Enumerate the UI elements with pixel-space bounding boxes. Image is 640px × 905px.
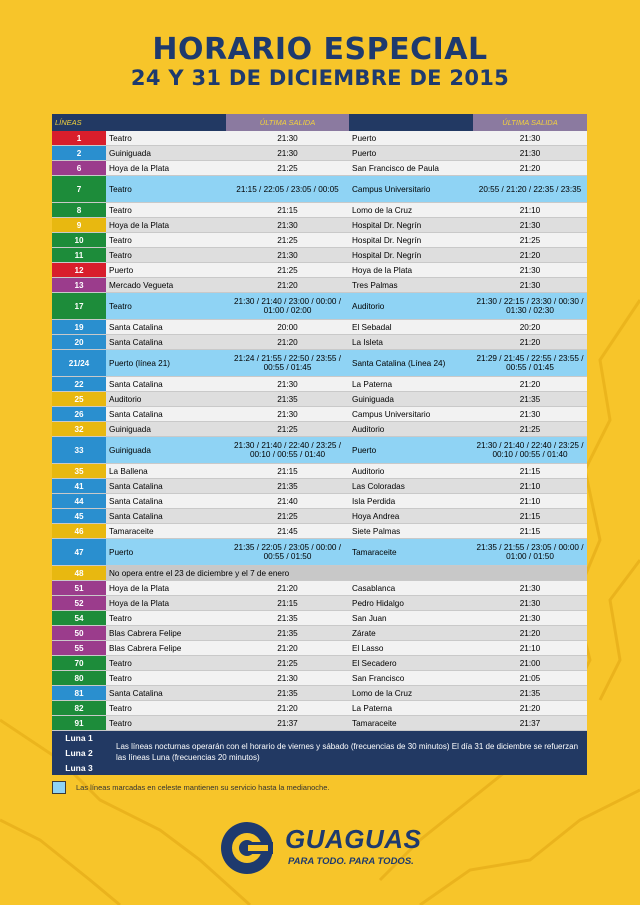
destination-1: Guiniguada: [106, 422, 226, 437]
last-departure-1: 21:30: [226, 248, 349, 263]
line-number: 41: [52, 479, 106, 494]
destination-2: San Francisco de Paula: [349, 161, 473, 176]
last-departure-1: 21:35 / 22:05 / 23:05 / 00:00 / 00:55 / 01:50: [226, 539, 349, 566]
last-departure-1: 21:37: [226, 716, 349, 731]
destination-1: La Ballena: [106, 464, 226, 479]
destination-2: San Francisco: [349, 671, 473, 686]
destination-1: Santa Catalina: [106, 407, 226, 422]
destination-1: Teatro: [106, 248, 226, 263]
last-departure-2: 21:20: [473, 248, 587, 263]
last-departure-2: 21:30: [473, 263, 587, 278]
line-number: 33: [52, 437, 106, 464]
last-departure-2: 21:30 / 21:40 / 22:40 / 23:25 / 00:10 / 00:55 / 01:40: [473, 437, 587, 464]
table-row: [52, 596, 587, 611]
last-departure-2: 21:20: [473, 161, 587, 176]
table-row: [52, 392, 587, 407]
last-departure-2: 21:15: [473, 464, 587, 479]
table-row: [52, 479, 587, 494]
schedule-table: [52, 114, 587, 731]
destination-2: Lomo de la Cruz: [349, 686, 473, 701]
last-departure-2: 21:30: [473, 611, 587, 626]
table-row: [52, 701, 587, 716]
destination-2: El Sebadal: [349, 320, 473, 335]
luna-description: Las líneas nocturnas operarán con el horario de viernes y sábado (frecuencias de 30 minutos) El día 31 de diciembre se refuerzan las líneas Luna (frecuencias 20 minutos): [116, 742, 579, 762]
last-departure-1: 21:20: [226, 581, 349, 596]
header-lines: LÍNEAS: [52, 114, 106, 131]
last-departure-2: 21:30: [473, 596, 587, 611]
destination-1: Santa Catalina: [106, 320, 226, 335]
destination-2: Siete Palmas: [349, 524, 473, 539]
last-departure-1: 21:30: [226, 146, 349, 161]
legend-text: Las líneas marcadas en celeste mantienen su servicio hasta la medianoche.: [76, 783, 330, 792]
line-number: 25: [52, 392, 106, 407]
destination-1: Teatro: [106, 233, 226, 248]
guaguas-logo: [218, 820, 428, 875]
last-departure-2: 20:20: [473, 320, 587, 335]
line-number: 20: [52, 335, 106, 350]
line-number: 47: [52, 539, 106, 566]
header-last-departure-1: ÚLTIMA SALIDA: [226, 114, 349, 131]
destination-2: Tamaraceite: [349, 539, 473, 566]
destination-2: San Juan: [349, 611, 473, 626]
luna-1-label: Luna 1: [65, 733, 93, 743]
destination-2: La Isleta: [349, 335, 473, 350]
line-number: 26: [52, 407, 106, 422]
destination-1: Santa Catalina: [106, 377, 226, 392]
line-number: 32: [52, 422, 106, 437]
table-row: [52, 131, 587, 146]
destination-1: Blas Cabrera Felipe: [106, 641, 226, 656]
last-departure-1: 21:20: [226, 278, 349, 293]
destination-1: Teatro: [106, 293, 226, 320]
destination-2: Hospital Dr. Negrín: [349, 233, 473, 248]
line-number: 2: [52, 146, 106, 161]
last-departure-1: 21:15 / 22:05 / 23:05 / 00:05: [226, 176, 349, 203]
logo-wordmark: GUAGUAS: [285, 824, 422, 854]
line-number: 1: [52, 131, 106, 146]
destination-2: Auditorio: [349, 422, 473, 437]
table-header: [52, 114, 587, 131]
service-note: No opera entre el 23 de diciembre y el 7 de enero: [106, 566, 587, 581]
line-number: 70: [52, 656, 106, 671]
line-number: 9: [52, 218, 106, 233]
last-departure-2: 21:37: [473, 716, 587, 731]
last-departure-1: 21:25: [226, 263, 349, 278]
destination-2: Campus Universitario: [349, 407, 473, 422]
table-row: [52, 263, 587, 278]
table-row: [52, 626, 587, 641]
last-departure-1: 21:15: [226, 464, 349, 479]
destination-2: Hospital Dr. Negrín: [349, 248, 473, 263]
last-departure-1: 21:25: [226, 509, 349, 524]
table-row: [52, 176, 587, 203]
last-departure-1: 21:20: [226, 335, 349, 350]
line-number: 81: [52, 686, 106, 701]
table-row: [52, 524, 587, 539]
line-number: 6: [52, 161, 106, 176]
destination-1: Teatro: [106, 656, 226, 671]
destination-2: La Paterna: [349, 701, 473, 716]
line-number: 10: [52, 233, 106, 248]
destination-1: Teatro: [106, 716, 226, 731]
last-departure-2: 21:30: [473, 146, 587, 161]
last-departure-2: 21:15: [473, 524, 587, 539]
table-row: [52, 716, 587, 731]
last-departure-1: 21:25: [226, 656, 349, 671]
last-departure-1: 21:30: [226, 377, 349, 392]
destination-2: La Paterna: [349, 377, 473, 392]
line-number: 54: [52, 611, 106, 626]
destination-1: Tamaraceite: [106, 524, 226, 539]
destination-2: Las Coloradas: [349, 479, 473, 494]
table-row: [52, 422, 587, 437]
table-row: [52, 335, 587, 350]
last-departure-2: 21:30: [473, 407, 587, 422]
last-departure-1: 21:30: [226, 671, 349, 686]
destination-2: Pedro Hidalgo: [349, 596, 473, 611]
line-number: 46: [52, 524, 106, 539]
luna-labels: [52, 731, 106, 775]
line-number: 22: [52, 377, 106, 392]
last-departure-2: 21:35: [473, 686, 587, 701]
last-departure-1: 21:20: [226, 701, 349, 716]
destination-2: Isla Perdida: [349, 494, 473, 509]
last-departure-1: 21:25: [226, 233, 349, 248]
last-departure-2: 21:10: [473, 479, 587, 494]
destination-1: Guiniguada: [106, 146, 226, 161]
guaguas-logo-icon: [218, 820, 276, 875]
luna-night-lines-box: [52, 731, 587, 775]
destination-1: Guiniguada: [106, 437, 226, 464]
last-departure-1: 21:40: [226, 494, 349, 509]
destination-1: Santa Catalina: [106, 509, 226, 524]
line-number: 51: [52, 581, 106, 596]
page-subtitle: 24 Y 31 DE DICIEMBRE DE 2015: [130, 66, 510, 90]
destination-2: Zárate: [349, 626, 473, 641]
destination-2: Guiniguada: [349, 392, 473, 407]
destination-2: Hoya Andrea: [349, 509, 473, 524]
header-last-departure-2: ÚLTIMA SALIDA: [473, 114, 587, 131]
table-row: [52, 218, 587, 233]
last-departure-2: 21:25: [473, 422, 587, 437]
destination-1: Teatro: [106, 176, 226, 203]
last-departure-2: 21:00: [473, 656, 587, 671]
destination-1: Puerto (línea 21): [106, 350, 226, 377]
destination-1: Teatro: [106, 671, 226, 686]
table-row: [52, 686, 587, 701]
line-number: 13: [52, 278, 106, 293]
table-row: [52, 494, 587, 509]
destination-2: Puerto: [349, 131, 473, 146]
destination-1: Auditorio: [106, 392, 226, 407]
destination-2: Lomo de la Cruz: [349, 203, 473, 218]
destination-2: Auditorio: [349, 293, 473, 320]
last-departure-2: 21:20: [473, 335, 587, 350]
last-departure-1: 21:24 / 21:55 / 22:50 / 23:55 / 00:55 / 01:45: [226, 350, 349, 377]
destination-2: El Secadero: [349, 656, 473, 671]
last-departure-2: 21:25: [473, 233, 587, 248]
destination-2: Campus Universitario: [349, 176, 473, 203]
destination-1: Teatro: [106, 611, 226, 626]
table-row: [52, 437, 587, 464]
last-departure-2: 21:30: [473, 131, 587, 146]
table-row: [52, 407, 587, 422]
table-row: [52, 248, 587, 263]
last-departure-1: 21:20: [226, 641, 349, 656]
last-departure-1: 21:35: [226, 611, 349, 626]
destination-1: Hoya de la Plata: [106, 218, 226, 233]
destination-2: Tres Palmas: [349, 278, 473, 293]
last-departure-1: 21:35: [226, 686, 349, 701]
table-row: [52, 566, 587, 581]
destination-1: Mercado Vegueta: [106, 278, 226, 293]
line-number: 8: [52, 203, 106, 218]
destination-2: Auditorio: [349, 464, 473, 479]
destination-1: Puerto: [106, 539, 226, 566]
destination-1: Hoya de la Plata: [106, 161, 226, 176]
table-row: [52, 509, 587, 524]
table-row: [52, 464, 587, 479]
line-number: 50: [52, 626, 106, 641]
last-departure-2: 21:30: [473, 218, 587, 233]
table-row: [52, 320, 587, 335]
last-departure-2: 21:30: [473, 581, 587, 596]
logo-tagline: PARA TODO. PARA TODOS.: [288, 856, 414, 867]
last-departure-1: 21:30 / 21:40 / 23:00 / 00:00 / 01:00 / 02:00: [226, 293, 349, 320]
luna-3-label: Luna 3: [65, 763, 93, 773]
last-departure-1: 21:25: [226, 422, 349, 437]
last-departure-1: 21:30: [226, 131, 349, 146]
destination-1: Blas Cabrera Felipe: [106, 626, 226, 641]
line-number: 45: [52, 509, 106, 524]
last-departure-2: 21:05: [473, 671, 587, 686]
last-departure-2: 20:55 / 21:20 / 22:35 / 23:35: [473, 176, 587, 203]
destination-1: Santa Catalina: [106, 479, 226, 494]
line-number: 12: [52, 263, 106, 278]
line-number: 17: [52, 293, 106, 320]
line-number: 44: [52, 494, 106, 509]
last-departure-1: 21:25: [226, 161, 349, 176]
last-departure-2: 21:20: [473, 626, 587, 641]
line-number: 35: [52, 464, 106, 479]
destination-1: Hoya de la Plata: [106, 596, 226, 611]
table-row: [52, 161, 587, 176]
table-row: [52, 611, 587, 626]
table-row: [52, 203, 587, 218]
last-departure-1: 21:35: [226, 392, 349, 407]
table-row: [52, 233, 587, 248]
line-number: 48: [52, 566, 106, 581]
destination-2: Puerto: [349, 146, 473, 161]
last-departure-2: 21:30: [473, 278, 587, 293]
last-departure-2: 21:29 / 21:45 / 22:55 / 23:55 / 00:55 / 01:45: [473, 350, 587, 377]
destination-1: Teatro: [106, 701, 226, 716]
last-departure-2: 21:15: [473, 509, 587, 524]
last-departure-1: 21:30: [226, 218, 349, 233]
destination-1: Teatro: [106, 131, 226, 146]
line-number: 19: [52, 320, 106, 335]
destination-1: Puerto: [106, 263, 226, 278]
table-row: [52, 146, 587, 161]
table-row: [52, 278, 587, 293]
last-departure-2: 21:30 / 22:15 / 23:30 / 00:30 / 01:30 / 02:30: [473, 293, 587, 320]
page-title: HORARIO ESPECIAL: [152, 32, 488, 67]
line-number: 21/24: [52, 350, 106, 377]
last-departure-2: 21:20: [473, 377, 587, 392]
line-number: 91: [52, 716, 106, 731]
table-row: [52, 581, 587, 596]
last-departure-1: 21:35: [226, 626, 349, 641]
destination-2: Santa Catalina (Línea 24): [349, 350, 473, 377]
destination-1: Teatro: [106, 203, 226, 218]
line-number: 11: [52, 248, 106, 263]
line-number: 80: [52, 671, 106, 686]
destination-1: Santa Catalina: [106, 494, 226, 509]
last-departure-1: 21:45: [226, 524, 349, 539]
luna-2-label: Luna 2: [65, 748, 93, 758]
table-row: [52, 641, 587, 656]
last-departure-1: 21:15: [226, 203, 349, 218]
last-departure-2: 21:20: [473, 701, 587, 716]
destination-1: Hoya de la Plata: [106, 581, 226, 596]
last-departure-1: 20:00: [226, 320, 349, 335]
last-departure-2: 21:10: [473, 494, 587, 509]
destination-2: El Lasso: [349, 641, 473, 656]
destination-2: Casablanca: [349, 581, 473, 596]
line-number: 52: [52, 596, 106, 611]
last-departure-2: 21:35 / 21:55 / 23:05 / 00:00 / 01:00 / 01:50: [473, 539, 587, 566]
last-departure-2: 21:10: [473, 641, 587, 656]
table-row: [52, 350, 587, 377]
destination-2: Puerto: [349, 437, 473, 464]
line-number: 7: [52, 176, 106, 203]
table-row: [52, 656, 587, 671]
table-row: [52, 671, 587, 686]
table-row: [52, 539, 587, 566]
last-departure-1: 21:15: [226, 596, 349, 611]
line-number: 82: [52, 701, 106, 716]
table-row: [52, 377, 587, 392]
last-departure-2: 21:35: [473, 392, 587, 407]
destination-1: Santa Catalina: [106, 686, 226, 701]
destination-2: Hospital Dr. Negrín: [349, 218, 473, 233]
celeste-swatch: [52, 781, 66, 794]
last-departure-1: 21:30: [226, 407, 349, 422]
last-departure-2: 21:10: [473, 203, 587, 218]
destination-2: Hoya de la Plata: [349, 263, 473, 278]
destination-2: Tamaraceite: [349, 716, 473, 731]
last-departure-1: 21:30 / 21:40 / 22:40 / 23:25 / 00:10 / 00:55 / 01:40: [226, 437, 349, 464]
line-number: 55: [52, 641, 106, 656]
destination-1: Santa Catalina: [106, 335, 226, 350]
last-departure-1: 21:35: [226, 479, 349, 494]
table-row: [52, 293, 587, 320]
